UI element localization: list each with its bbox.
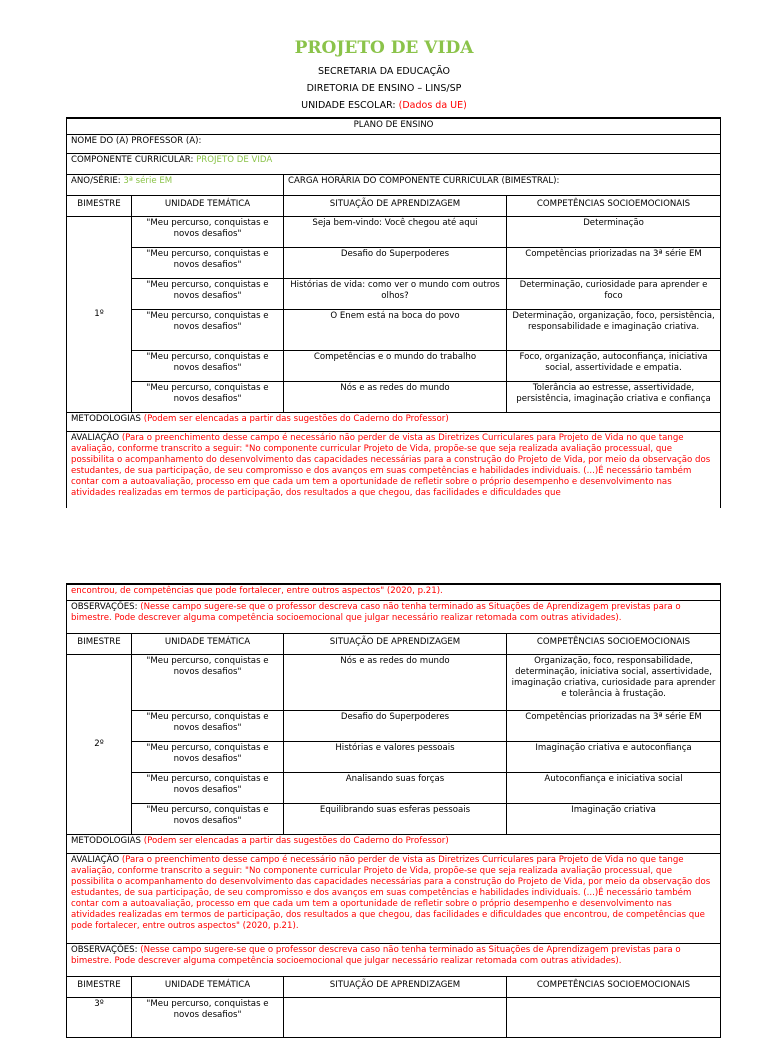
- metodologias-note: (Podem ser elencadas a partir das sugestões do Caderno do Professor): [143, 413, 449, 424]
- componente-label: COMPONENTE CURRICULAR:: [71, 154, 197, 165]
- metodologias-field[interactable]: [67, 834, 721, 853]
- bimestre-2-label: 2º: [67, 654, 132, 834]
- professor-label: NOME DO (A) PROFESSOR (A):: [71, 135, 202, 146]
- unit-cell: "Meu percurso, conquistas e novos desafios": [132, 803, 284, 834]
- unit-cell: "Meu percurso, conquistas e novos desafios": [132, 772, 284, 803]
- unit-cell: "Meu percurso, conquistas e novos desafios": [132, 247, 284, 278]
- col-situacao: SITUAÇÃO DE APRENDIZAGEM: [284, 195, 507, 216]
- col-competencias: COMPETÊNCIAS SOCIOEMOCIONAIS: [507, 195, 721, 216]
- avaliacao-label: AVALIAÇÃO: [71, 432, 122, 443]
- avaliacao-field[interactable]: [67, 853, 721, 943]
- componente-field[interactable]: [67, 153, 721, 174]
- metodologias-note: (Podem ser elencadas a partir das sugestões do Caderno do Professor): [143, 835, 449, 846]
- metodologias-label: METODOLOGIAS: [71, 413, 144, 424]
- situacao-cell: Equilibrando suas esferas pessoais: [284, 803, 507, 834]
- situacao-cell: Nós e as redes do mundo: [284, 654, 507, 710]
- componente-value: PROJETO DE VIDA: [196, 154, 273, 165]
- plano-table-page2: [66, 583, 721, 1038]
- carga-horaria-label: CARGA HORÁRIA DO COMPONENTE CURRICULAR (BIMESTRAL):: [288, 175, 560, 186]
- unidade-label: UNIDADE ESCOLAR:: [301, 100, 399, 111]
- situacao-cell: Histórias e valores pessoais: [284, 741, 507, 772]
- situacao-cell: Histórias de vida: como ver o mundo com outros olhos?: [284, 278, 507, 309]
- col-situacao: SITUAÇÃO DE APRENDIZAGEM: [284, 633, 507, 654]
- ano-serie-field[interactable]: [67, 174, 284, 195]
- col-unidade: UNIDADE TEMÁTICA: [132, 633, 284, 654]
- diretoria-line: DIRETORIA DE ENSINO – LINS/SP: [306, 83, 462, 94]
- competencias-cell: Tolerância ao estresse, assertividade, persistência, imaginação criativa e confiança: [507, 381, 721, 412]
- competencias-cell: Organização, foco, responsabilidade, determinação, iniciativa social, assertividade, imaginação criativa, curiosidade para aprender e tolerância à frustação.: [507, 654, 721, 710]
- situacao-cell: Desafio do Superpoderes: [284, 710, 507, 741]
- unit-cell: "Meu percurso, conquistas e novos desafios": [132, 309, 284, 350]
- avaliacao-continuation: encontrou, de competências que pode fortalecer, entre outros aspectos" (2020, p.21).: [67, 584, 721, 600]
- situacao-cell: O Enem está na boca do povo: [284, 309, 507, 350]
- situacao-cell: Competências e o mundo do trabalho: [284, 350, 507, 381]
- ano-value: 3ª série EM: [123, 175, 173, 186]
- col-bimestre: BIMESTRE: [67, 633, 132, 654]
- professor-field[interactable]: [67, 134, 721, 153]
- competencias-cell: Determinação, curiosidade para aprender e foco: [507, 278, 721, 309]
- col-situacao: SITUAÇÃO DE APRENDIZAGEM: [284, 976, 507, 997]
- page-title: PROJETO DE VIDA: [294, 38, 474, 58]
- secretaria-line: SECRETARIA DA EDUCAÇÃO: [317, 66, 451, 77]
- avaliacao-field[interactable]: [67, 431, 721, 508]
- observacoes-field[interactable]: [67, 943, 721, 976]
- situacao-cell: Analisando suas forças: [284, 772, 507, 803]
- unit-cell: "Meu percurso, conquistas e novos desafios": [132, 741, 284, 772]
- avaliacao-text: (Para o preenchimento desse campo é necessário não perder de vista as Diretrizes Curriculares para Projeto de Vida no que tange avaliação, conforme transcrito a seguir: "No componente curricular Projeto de Vida, propõe-se que seja realizada avaliação processual, que possibilita o acompanhamento do desenvolvimento das capacidades necessárias para a construção do Projeto de Vida, por meio da observação dos estudantes, de sua participação, de seu compromisso e dos avanços em suas competências e habilidades individuais. (...)É necessário também contar com a autoavaliação, processo em que cada um tem a oportunidade de refletir sobre o próprio desempenho e desenvolvimento nas atividades realizadas em termos de participação, dos resultados a que chegou, das facilidades e dificuldades que: [71, 432, 711, 498]
- competencias-cell: Foco, organização, autoconfiança, iniciativa social, assertividade e empatia.: [507, 350, 721, 381]
- col-competencias: COMPETÊNCIAS SOCIOEMOCIONAIS: [507, 633, 721, 654]
- col-bimestre: BIMESTRE: [67, 976, 132, 997]
- situacao-cell: Nós e as redes do mundo: [284, 381, 507, 412]
- plano-table-page1: [66, 117, 721, 508]
- situacao-cell: [284, 997, 507, 1037]
- competencias-cell: Determinação, organização, foco, persistência, responsabilidade e imaginação criativa.: [507, 309, 721, 350]
- ano-label: ANO/SÉRIE:: [71, 175, 124, 186]
- unit-cell: "Meu percurso, conquistas e novos desafios": [132, 381, 284, 412]
- col-bimestre: BIMESTRE: [67, 195, 132, 216]
- observacoes-label: OBSERVAÇÕES:: [71, 601, 141, 612]
- unit-cell: "Meu percurso, conquistas e novos desafios": [132, 710, 284, 741]
- col-unidade: UNIDADE TEMÁTICA: [132, 976, 284, 997]
- unidade-escolar-line: [0, 100, 768, 111]
- competencias-cell: Imaginação criativa: [507, 803, 721, 834]
- avaliacao-label: AVALIAÇÃO: [71, 854, 122, 865]
- competencias-cell: Autoconfiança e iniciativa social: [507, 772, 721, 803]
- situacao-cell: Desafio do Superpoderes: [284, 247, 507, 278]
- observacoes-label: OBSERVAÇÕES:: [71, 944, 141, 955]
- competencias-cell: Competências priorizadas na 3ª série EM: [507, 247, 721, 278]
- col-competencias: COMPETÊNCIAS SOCIOEMOCIONAIS: [507, 976, 721, 997]
- competencias-cell: Competências priorizadas na 3ª série EM: [507, 710, 721, 741]
- observacoes-text: (Nesse campo sugere-se que o professor descreva caso não tenha terminado as Situações de Aprendizagem previstas para o bimestre. Pode descrever alguma competência socioemocional que julgar necessário realizar retomada com outras atividades).: [71, 944, 681, 966]
- carga-horaria-field[interactable]: [284, 174, 721, 195]
- unit-cell: "Meu percurso, conquistas e novos desafios": [132, 997, 284, 1037]
- bimestre-1-label: 1º: [67, 216, 132, 412]
- competencias-cell: Imaginação criativa e autoconfiança: [507, 741, 721, 772]
- unit-cell: "Meu percurso, conquistas e novos desafios": [132, 278, 284, 309]
- col-unidade: UNIDADE TEMÁTICA: [132, 195, 284, 216]
- avaliacao-text: (Para o preenchimento desse campo é necessário não perder de vista as Diretrizes Curriculares para Projeto de Vida no que tange avaliação, conforme transcrito a seguir: "No componente curricular Projeto de Vida, propõe-se que seja realizada avaliação processual, que possibilita o acompanhamento do desenvolvimento das capacidades necessárias para a construção do Projeto de Vida, por meio da observação dos estudantes, de sua participação, de seu compromisso e dos avanços em suas competências e habilidades individuais. (...)É necessário também contar com a autoavaliação, processo em que cada um tem a oportunidade de refletir sobre o próprio desempenho e desenvolvimento nas atividades realizadas em termos de participação, dos resultados a que chegou, das facilidades e dificuldades que encontrou, de competências que pode fortalecer, entre outros aspectos" (2020, p.21).: [71, 854, 711, 931]
- bimestre-3-label: 3º: [67, 997, 132, 1037]
- unit-cell: "Meu percurso, conquistas e novos desafios": [132, 350, 284, 381]
- unit-cell: "Meu percurso, conquistas e novos desafios": [132, 654, 284, 710]
- situacao-cell: Seja bem-vindo: Você chegou até aqui: [284, 216, 507, 247]
- metodologias-field[interactable]: [67, 412, 721, 431]
- plano-title: PLANO DE ENSINO: [67, 118, 721, 134]
- unidade-value: (Dados da UE): [398, 100, 467, 111]
- observacoes-text: (Nesse campo sugere-se que o professor descreva caso não tenha terminado as Situações de Aprendizagem previstas para o bimestre. Pode descrever alguma competência socioemocional que julgar necessário realizar retomada com outras atividades).: [71, 601, 681, 623]
- competencias-cell: [507, 997, 721, 1037]
- competencias-cell: Determinação: [507, 216, 721, 247]
- observacoes-field[interactable]: [67, 600, 721, 633]
- metodologias-label: METODOLOGIAS: [71, 835, 144, 846]
- unit-cell: "Meu percurso, conquistas e novos desafios": [132, 216, 284, 247]
